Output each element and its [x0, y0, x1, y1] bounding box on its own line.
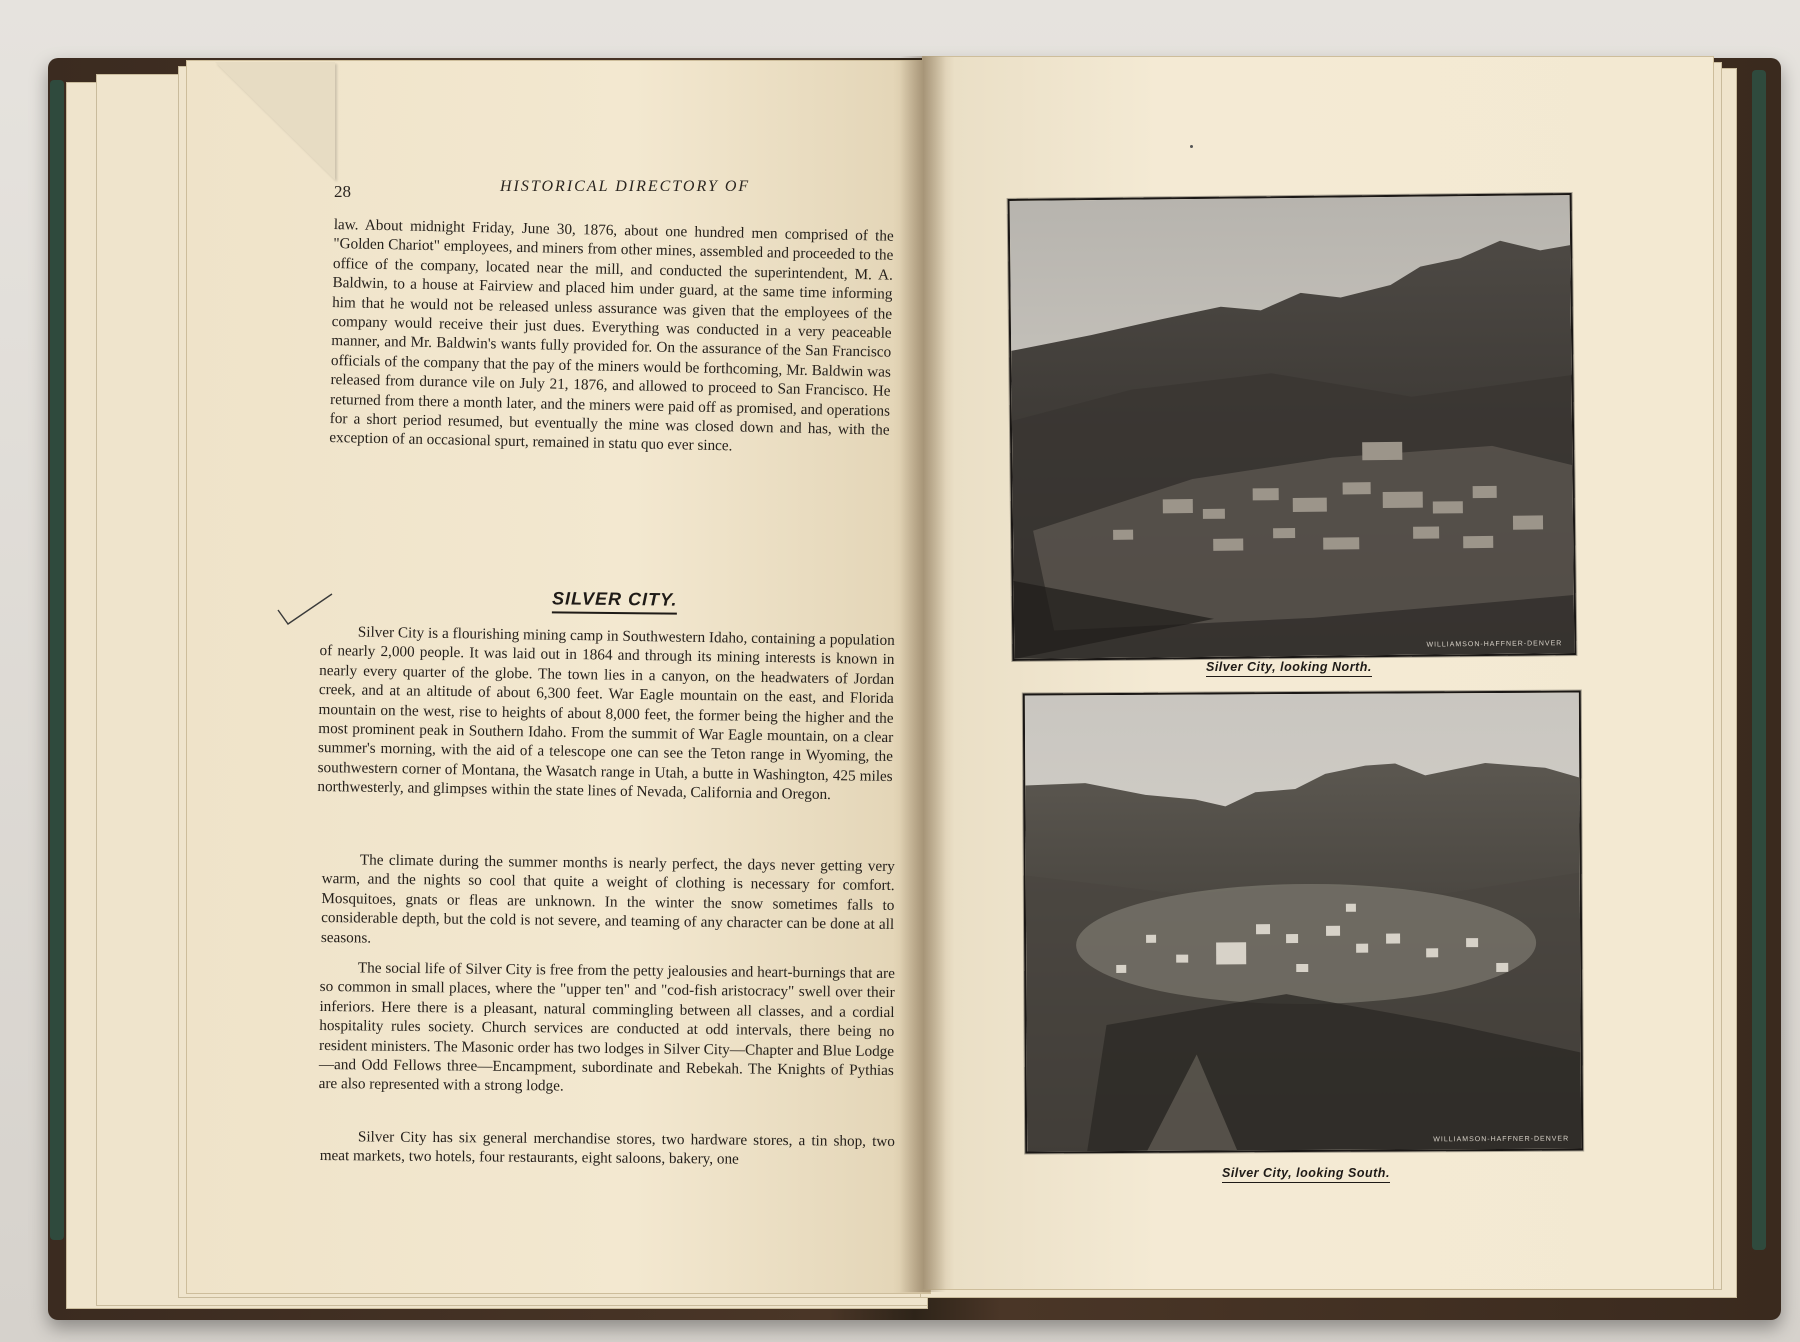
paragraph-text: The social life of Silver City is free from the petty jealousies and heart-burnings that are so common in small places, where the "upper ten" and "cod-fish aristocracy" swell over their inferiors. Here there is a pleasant, natural commingling between all classes, and a cordial hospitality rules society. Church services are conducted at odd intervals, there being no resident ministers. The Masonic order has two lodges in Silver City—Chapter and Blue Lodge—and Odd Fellows three—Encampment, subordinate and Rebekah. The Knights of Pythias are also represented with a strong lodge.	[318, 959, 895, 1095]
photo-looking-north	[1008, 193, 1577, 661]
photo-looking-south	[1023, 691, 1583, 1154]
photo-credit: WILLIAMSON-HAFFNER-DENVER	[1433, 1135, 1570, 1144]
photo-caption-north: Silver City, looking North.	[1206, 660, 1372, 677]
landscape-image	[1025, 693, 1581, 1152]
paragraph-text: law. About midnight Friday, June 30, 1876, about one hundred men comprised of the "Golden Chariot" employees, and miners from other mines, assembled and proceeded to the office of the company, located near the mill, and conducted the superintendent, M. A. Baldwin, to a house at Fairview and placed him under guard, at the same time informing him that he would not be released unless assurance was given that the employees of the company would receive their just dues. Everything was conducted in a very peaceable manner, and Mr. Baldwin's wants fully provided for. On the assurance of the San Francisco officials of the company that the pay of the miners would be forthcoming, Mr. Baldwin was released from durance vile on July 21, 1876, and allowed to proceed to San Francisco. He returned from there a month later, and the miners were paid off as promised, and operations for a short period resumed, but eventually the mine was closed down and has, with the exception of an occasional spurt, remained in statu quo ever since.	[329, 215, 894, 455]
paragraph-3	[319, 958, 895, 1100]
paragraph-1	[317, 622, 895, 806]
paragraph-4	[320, 1127, 895, 1171]
page-speck	[1190, 145, 1193, 148]
paragraph-text: Silver City is a flourishing mining camp in Southwestern Idaho, containing a population of nearly 2,000 people. It was laid out in 1864 and through its mining interests is known in nearly every quarter of the globe. The town lies in a canyon, on the headwaters of Jordan creek, and at an altitude of about 6,300 feet. War Eagle mountain on the east, and Florida mountain on the west, rise to heights of about 8,000 feet, the former being the higher and the most prominent peak in Southern Idaho. From the summit of War Eagle mountain, on a clear summer's morning, with the aid of a telescope one can see the Teton range in Wyoming, the southwestern corner of Montana, the Wasatch range in Utah, a butte in Washington, 425 miles northwesterly, and glimpses within the state lines of Nevada, California and Oregon.	[317, 623, 895, 804]
paragraph-text: The climate during the summer months is nearly perfect, the days never getting very warm, and the nights so cool that quite a weight of clothing is necessary for comfort. Mosquitoes, gnats or fleas are unknown. In the winter the snow sometimes falls to considerable depth, but the cold is not severe, and teaming of any character can be done at all seasons.	[320, 851, 895, 947]
cover-spine-band-right	[1752, 70, 1766, 1250]
photo-credit: WILLIAMSON-HAFFNER-DENVER	[1426, 640, 1563, 649]
intro-paragraph	[329, 215, 894, 460]
landscape-image	[1010, 195, 1575, 659]
book-gutter	[900, 56, 946, 1292]
photo-caption-south: Silver City, looking South.	[1222, 1166, 1390, 1183]
page-number: 28	[334, 182, 351, 201]
paragraph-2	[321, 850, 895, 954]
running-head: HISTORICAL DIRECTORY OF	[500, 178, 751, 195]
folded-corner	[215, 62, 335, 180]
section-title: SILVER CITY.	[552, 588, 678, 614]
paragraph-text: Silver City has six general merchandise stores, two hardware stores, a tin shop, two meat markets, two hotels, four restaurants, eight saloons, bakery, one	[319, 1128, 895, 1169]
cover-spine-band	[50, 80, 64, 1240]
